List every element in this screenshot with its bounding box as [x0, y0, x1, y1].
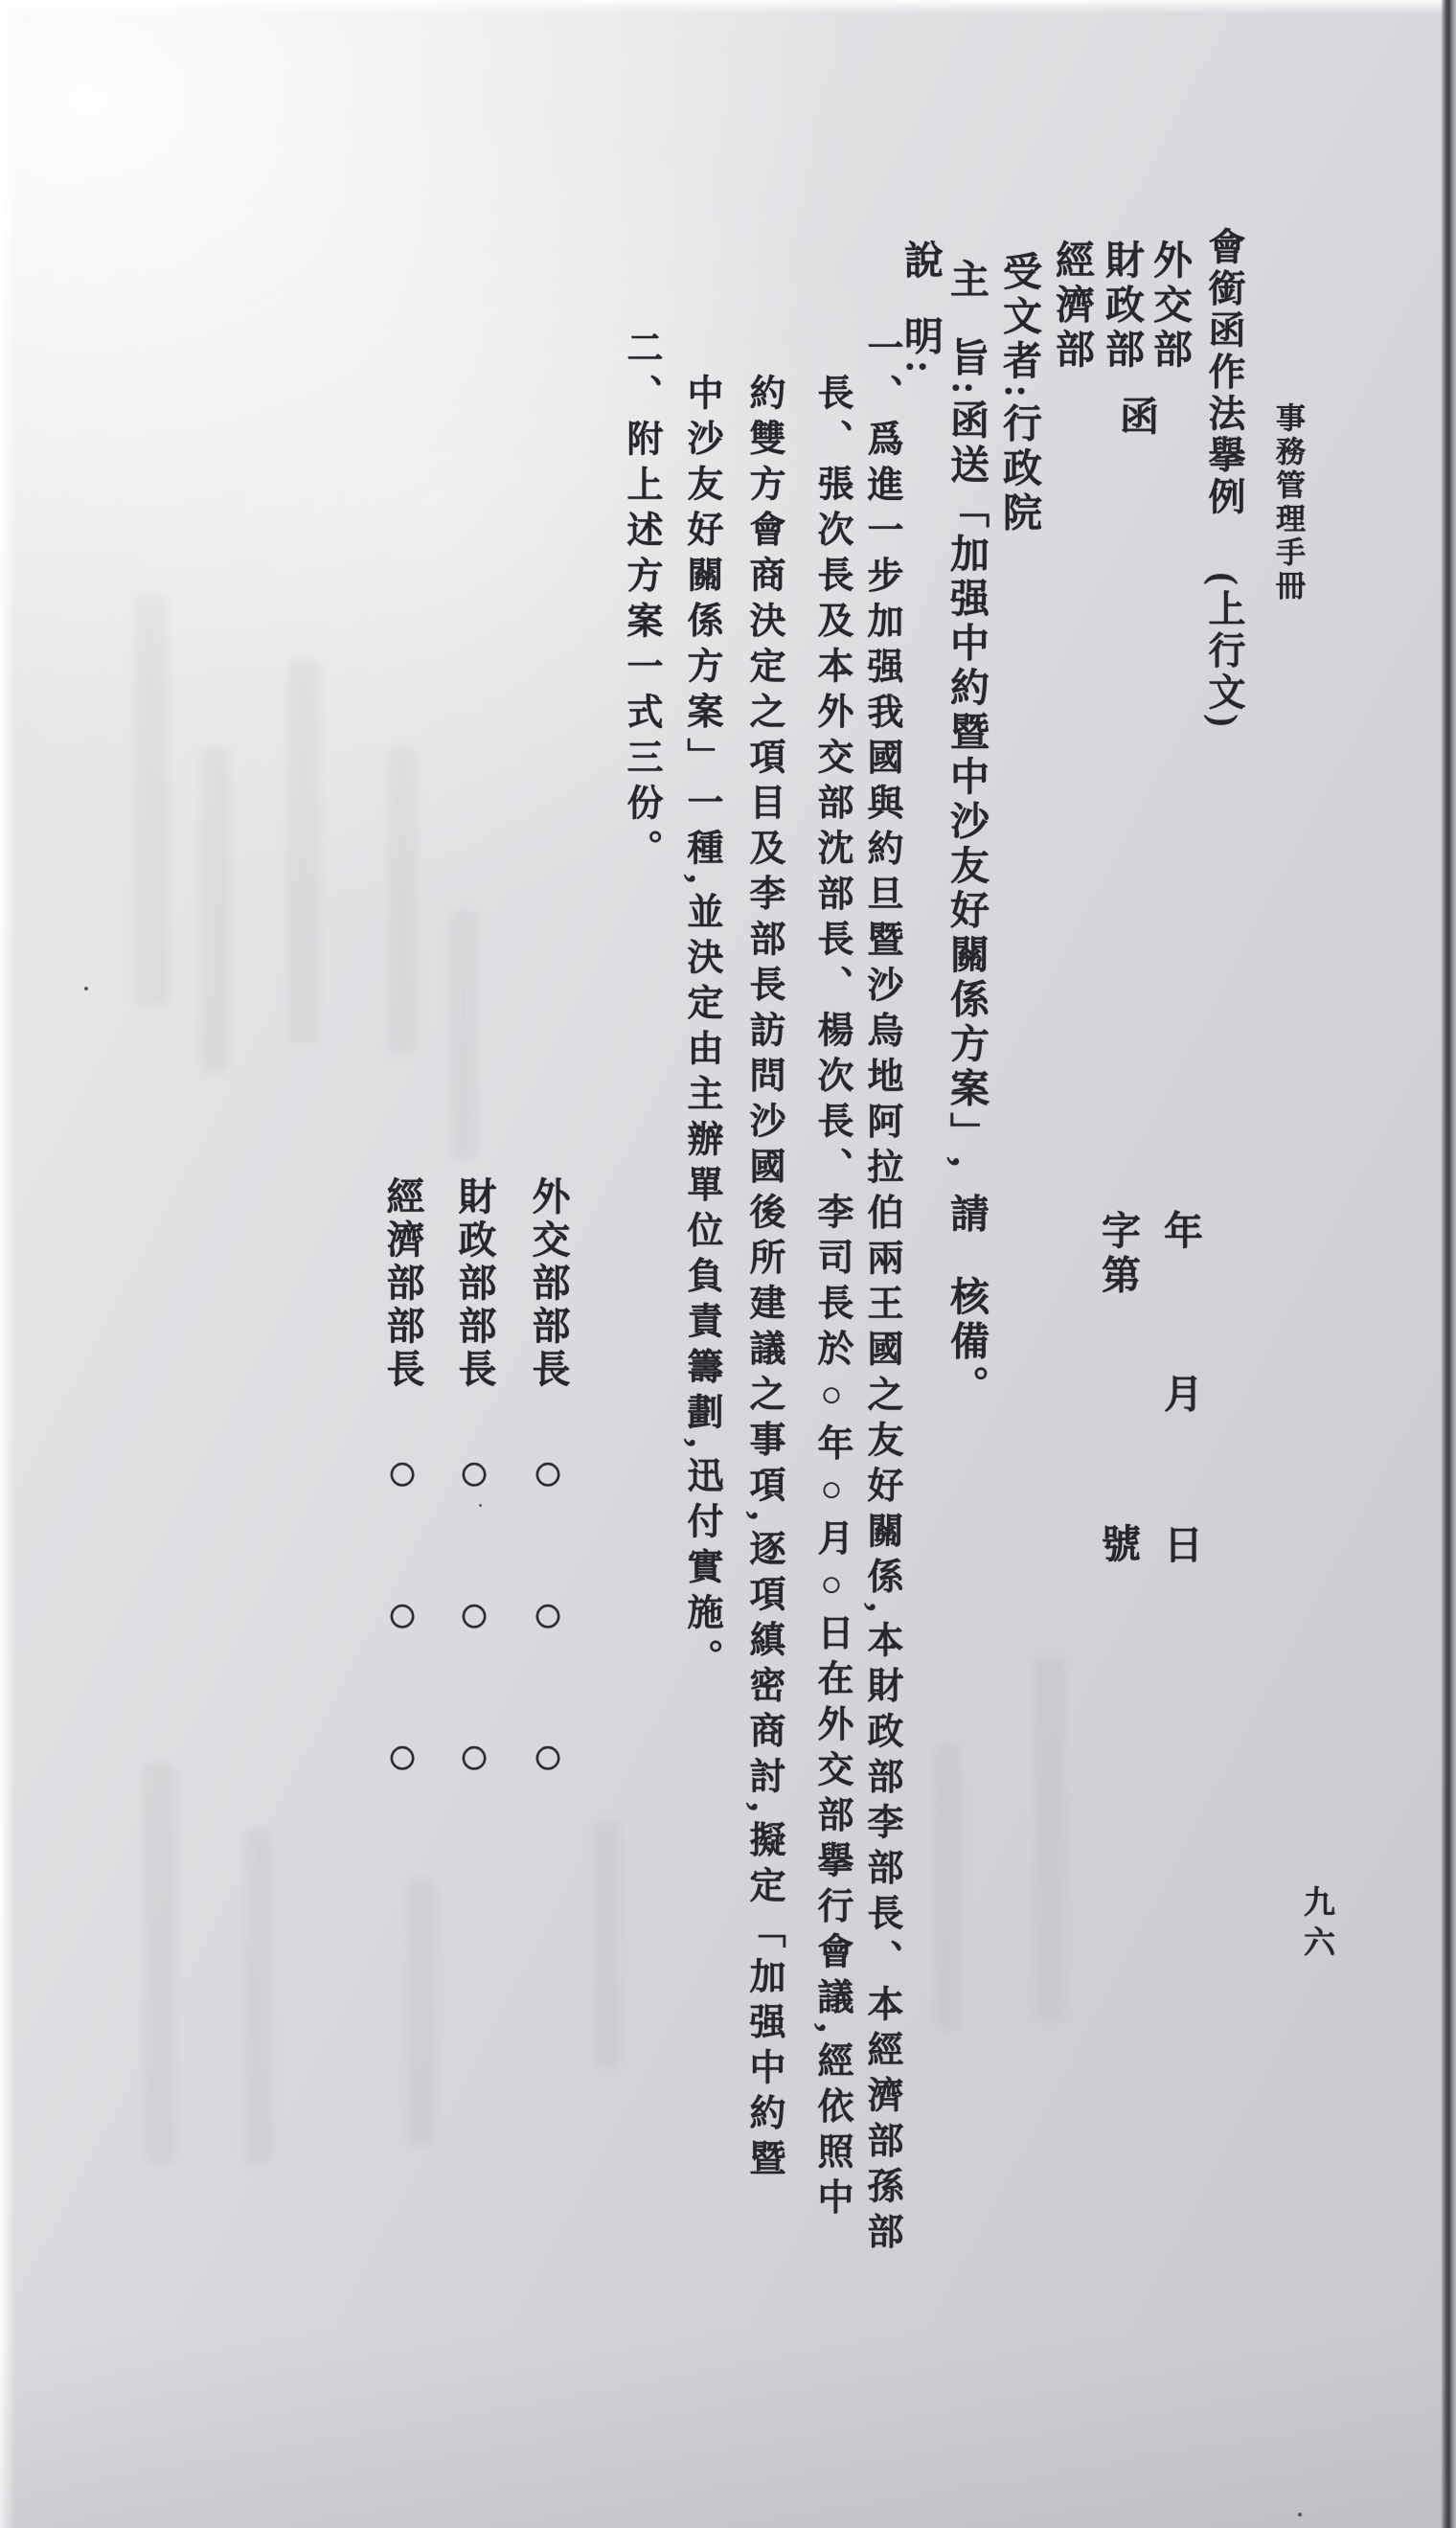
- bleed-through-smudge: [934, 1743, 961, 2031]
- bleed-through-smudge: [450, 910, 477, 1159]
- document-title-note: (上行文): [1203, 572, 1244, 731]
- reference-number-column: [1090, 1210, 1147, 1568]
- subject-closing: 核備。: [944, 1275, 989, 1410]
- bleed-through-smudge: [201, 747, 230, 1073]
- book-header: 事務管理手冊: [1271, 402, 1305, 604]
- signature-title: 外交部部長: [527, 1176, 570, 1392]
- body-column-4: 中沙友好關係方案」一種,並決定由主辦單位負責籌劃,迅付實施。: [681, 374, 721, 1684]
- signature-name-circles: ○○○: [373, 1444, 432, 1869]
- subject-text: 函送「加强中約暨中沙友好關係方案」,: [944, 399, 989, 1173]
- date-year-label: 年: [1158, 1210, 1202, 1255]
- explanation-label-2: 明:: [899, 315, 943, 379]
- dust-speck: [84, 987, 88, 991]
- ministry-foreign-affairs: 外交部: [1148, 239, 1192, 374]
- signature-name-circles: ○○○: [518, 1444, 578, 1869]
- bleed-through-smudge: [144, 1763, 176, 2165]
- doc-type-letter: 函: [1114, 396, 1158, 441]
- explanation-label-1: 說: [899, 239, 943, 285]
- ref-prefix-label: 字第: [1096, 1210, 1140, 1299]
- page-number: 九六: [1299, 1885, 1333, 1966]
- bleed-through-smudge: [287, 661, 320, 1044]
- signature-name-circles: ○○○: [444, 1444, 504, 1869]
- dust-speck: [1298, 2513, 1302, 2517]
- recipient-line: 受文者:行政院: [997, 251, 1041, 537]
- subject-line: [939, 259, 995, 1409]
- signature-foreign-minister: [517, 1176, 579, 1869]
- body-column-3: 約雙方會商決定之項目及李部長訪問沙國後所建議之事項,逐項縝密商討,擬定「加强中約暨: [743, 374, 784, 2185]
- body-column-5: 二、附上述方案一式三份。: [621, 329, 661, 875]
- document-title: 會銜函作法擧例: [1203, 227, 1244, 519]
- subject-request: 請: [944, 1193, 989, 1238]
- bleed-through-smudge: [1035, 1657, 1065, 2021]
- date-blank-column: [1152, 1210, 1209, 1569]
- body-column-1: 一、爲進一步加强我國與約旦暨沙烏地阿拉伯兩王國之友好關係,本財政部李部長、本經濟部孫部: [861, 329, 901, 2258]
- bleed-through-smudge: [134, 594, 169, 1006]
- bleed-through-smudge: [594, 1820, 621, 2069]
- signature-title: 財政部部長: [453, 1176, 496, 1392]
- date-month-label: 月: [1158, 1373, 1202, 1418]
- ministry-economic-affairs: 經濟部: [1050, 239, 1094, 374]
- page-top-edge-highlight: [0, 0, 1456, 13]
- signature-finance-minister: [444, 1176, 505, 1869]
- body-column-2: 長、張次長及本外交部沈部長、楊次長、李司長於○年○月○日在外交部擧行會議,經依照中: [811, 374, 852, 2223]
- signature-economics-minister: [372, 1176, 433, 1869]
- bleed-through-smudge: [244, 1830, 273, 2165]
- signature-title: 經濟部部長: [381, 1176, 424, 1392]
- page-right-edge-shadow: [1441, 0, 1456, 2528]
- ref-suffix-label: 號: [1096, 1523, 1140, 1568]
- ministry-finance: 財政部: [1100, 239, 1144, 374]
- subject-label-2: 旨: [944, 336, 989, 381]
- page-left-edge-highlight: [0, 0, 15, 2528]
- subject-label-1: 主: [944, 259, 989, 304]
- bleed-through-smudge: [388, 747, 417, 1054]
- date-day-label: 日: [1158, 1524, 1202, 1569]
- subject-colon: :: [944, 381, 989, 400]
- document-title-column: [1196, 227, 1250, 731]
- page-bottom-shadow: [0, 2328, 1456, 2528]
- bleed-through-smudge: [407, 1878, 436, 2146]
